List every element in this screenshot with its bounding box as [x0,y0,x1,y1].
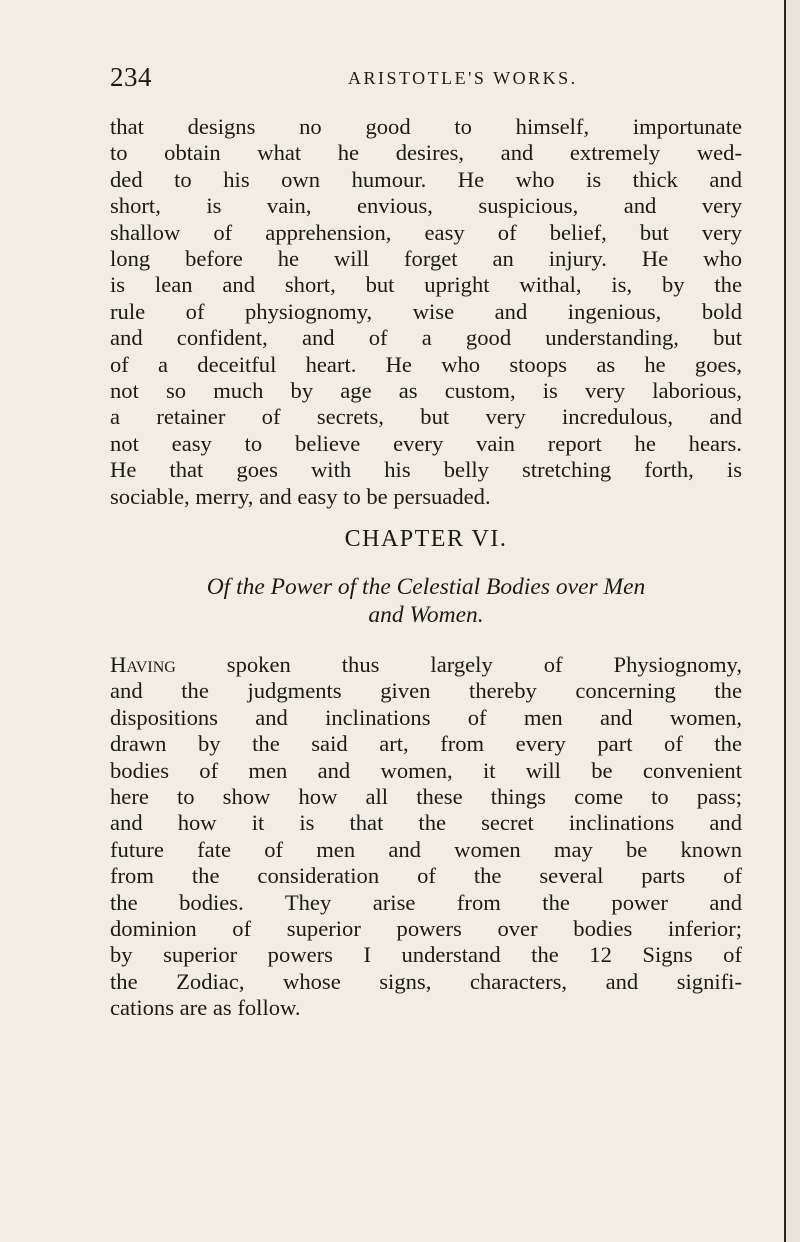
text-line: bodies of men and women, it will be convenient [110,757,742,783]
text-line [110,652,742,678]
text-line: by superior powers I understand the 12 Signs of [110,942,742,968]
text-line: to obtain what he desires, and extremely wed- [110,140,742,166]
chapter-paragraph [110,652,742,1022]
text-line: and how it is that the secret inclinations and [110,810,742,836]
first-line-text: spoken thus largely of Physiognomy, [175,652,742,677]
text-line: here to show how all these things come to pass; [110,784,742,810]
chapter-title-line: and Women. [368,602,484,628]
text-line: a retainer of secrets, but very incredulous, and [110,404,742,430]
text-line: not so much by age as custom, is very laborious, [110,378,742,404]
text-line: the bodies. They arise from the power and [110,889,742,915]
text-line: not easy to believe every vain report he hears. [110,430,742,456]
text-line: drawn by the said art, from every part of the [110,731,742,757]
text-line: and confident, and of a good understanding, but [110,325,742,351]
text-line: long before he will forget an injury. He who [110,246,742,272]
text-line: and the judgments given thereby concerning the [110,678,742,704]
page-header [110,62,740,96]
page-edge [784,0,800,1242]
running-head: ARISTOTLE'S WORKS. [348,68,578,88]
text-line: dispositions and inclinations of men and women, [110,704,742,730]
opening-word: Having [110,652,176,677]
text-line: short, is vain, envious, suspicious, and very [110,193,742,219]
text-line: sociable, merry, and easy to be persuaded. [110,483,491,509]
chapter-title-line: Of the Power of the Celestial Bodies over Men [206,574,646,600]
text-line: He that goes with his belly stretching forth, is [110,457,742,483]
text-line: is lean and short, but upright withal, is, by the [110,272,742,298]
paragraph-continued [110,114,742,510]
text-line: future fate of men and women may be known [110,836,742,862]
text-line: from the consideration of the several parts of [110,863,742,889]
text-line: rule of physiognomy, wise and ingenious, bold [110,298,742,324]
text-line: the Zodiac, whose signs, characters, and signifi- [110,968,742,994]
page-number: 234 [110,62,152,92]
text-line: cations are as follow. [110,995,301,1021]
chapter-title [110,573,742,629]
text-line: dominion of superior powers over bodies inferior; [110,916,742,942]
text-line: of a deceitful heart. He who stoops as he goes, [110,351,742,377]
text-line: ded to his own humour. He who is thick and [110,166,742,192]
text-line: shallow of apprehension, easy of belief, but very [110,219,742,245]
chapter-heading: CHAPTER VI. [344,526,508,552]
text-line: that designs no good to himself, importunate [110,114,742,139]
